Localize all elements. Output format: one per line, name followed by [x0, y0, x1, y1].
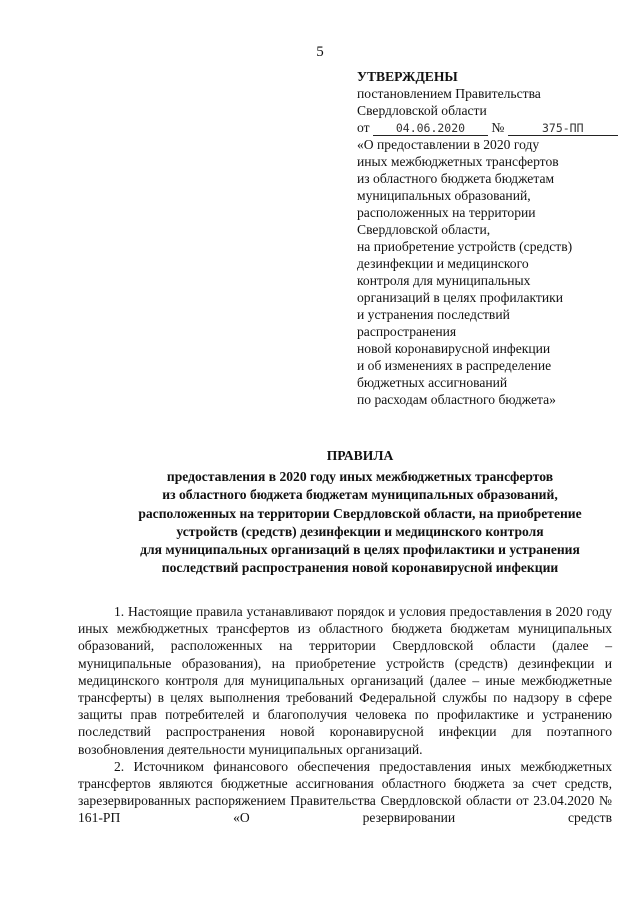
- rules-heading: ПРАВИЛА: [326, 448, 394, 463]
- approval-title-line: бюджетных ассигнований: [357, 375, 508, 390]
- approval-date: 04.06.2020: [373, 122, 488, 136]
- number-prefix: №: [491, 120, 505, 135]
- date-prefix: от: [357, 120, 370, 135]
- approval-title-line: и устранения последствий: [357, 307, 510, 322]
- approval-date-line: [357, 119, 627, 136]
- approval-title-line: и об изменениях в распределение: [357, 358, 552, 373]
- rules-title-line: последствий распространения новой коронавирусной инфекции: [161, 560, 559, 576]
- rules-title-line: устройств (средств) дезинфекции и медицинского контроля: [176, 523, 544, 539]
- approval-line-2: Свердловской области: [357, 103, 487, 118]
- paragraph-1: 1. Настоящие правила устанавливают порядок и условия предоставления в 2020 году иных межбюджетных трансфертов из областного бюджета бюджетам муниципальных образований, расположенных на территории Свердловской области (далее – муниципальные образования), на приобретение устройств (средств) дезинфекции и медицинского контроля для муниципальных организаций (далее – иные межбюджетные трансферты) в целях выполнения требований Федеральной службы по надзору в сфере защиты прав потребителей и благополучия человека по профилактике и устранению последствий распространения новой коронавирусной инфекции для поэтапного возобновления деятельности муниципальных организаций.: [78, 604, 612, 757]
- approval-title-line: контроля для муниципальных: [357, 273, 531, 288]
- approval-title-line: из областного бюджета бюджетам: [357, 171, 555, 186]
- approval-title-line: иных межбюджетных трансфертов: [357, 154, 559, 169]
- approval-number: 375-ПП: [508, 122, 618, 136]
- approval-title-line: расположенных на территории: [357, 205, 536, 220]
- rules-title: [80, 447, 640, 577]
- rules-title-line: расположенных на территории Свердловской области, на приобретение: [138, 505, 582, 521]
- approval-title-line: распространения: [357, 324, 457, 339]
- document-body: [78, 603, 612, 827]
- rules-title-line: из областного бюджета бюджетам муниципальных образований,: [162, 487, 558, 503]
- paragraph-2: 2. Источником финансового обеспечения предоставления иных межбюджетных трансфертов являются бюджетные ассигнования областного бюджета за счет средств, зарезервированных распоряжением Правительства Свердловской области от 23.04.2020 № 161-РП «О резервировании средств: [78, 758, 612, 826]
- approval-title-line: по расходам областного бюджета»: [357, 392, 556, 407]
- approval-line-1: постановлением Правительства: [357, 86, 541, 101]
- approval-title-line: муниципальных образований,: [357, 188, 531, 203]
- rules-title-line: для муниципальных организаций в целях профилактики и устранения: [140, 542, 580, 558]
- rules-title-line: предоставления в 2020 году иных межбюджетных трансфертов: [166, 469, 554, 485]
- approval-title-line: организаций в целях профилактики: [357, 290, 564, 305]
- approval-title-line: дезинфекции и медицинского: [357, 256, 529, 271]
- approval-stamp: [357, 68, 627, 408]
- approval-heading: УТВЕРЖДЕНЫ: [357, 69, 458, 84]
- approval-title-line: на приобретение устройств (средств): [357, 239, 573, 254]
- approval-title-line: новой коронавирусной инфекции: [357, 341, 551, 356]
- page-number: 5: [316, 44, 324, 60]
- approval-title-line: Свердловской области,: [357, 222, 491, 237]
- approval-title-line: «О предоставлении в 2020 году: [357, 137, 540, 152]
